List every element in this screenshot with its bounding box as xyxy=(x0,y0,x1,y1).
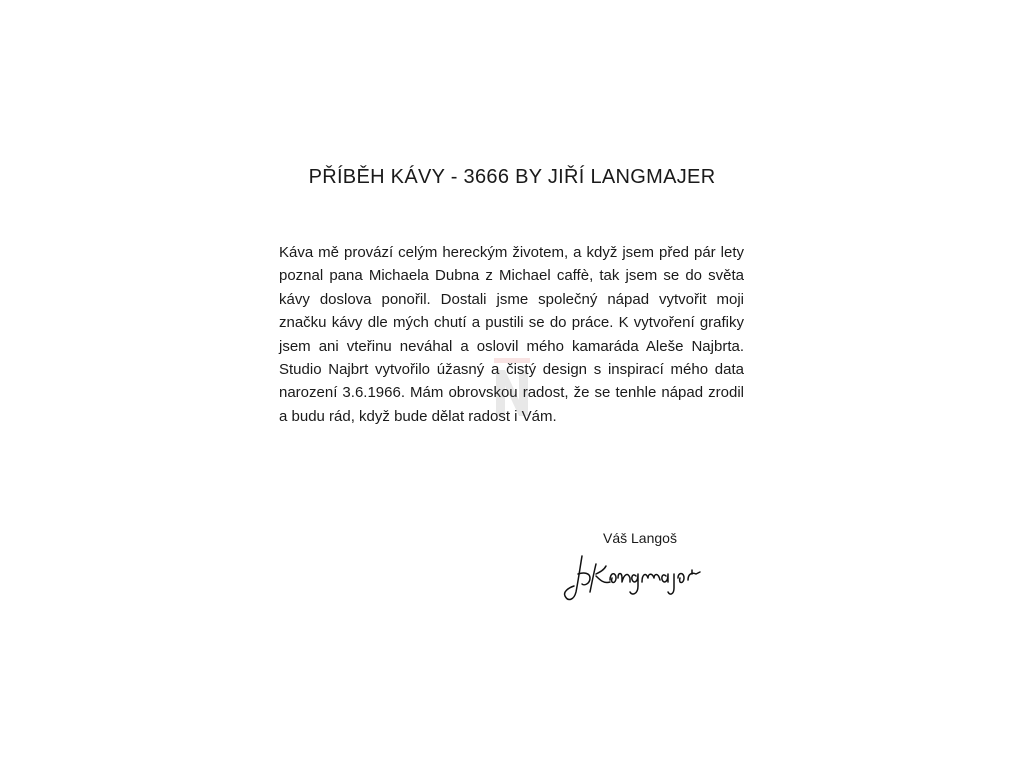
closing-line: Váš Langoš xyxy=(603,530,677,546)
document-title: PŘÍBĚH KÁVY - 3666 BY JIŘÍ LANGMAJER xyxy=(308,166,716,188)
body-paragraph: Káva mě provází celým hereckým životem, a když jsem před pár lety poznal pana Michaela Dubna z Michael caffè, tak jsem se do světa kávy doslova ponořil. Dostali jsme společný nápad vytvořit moji značku kávy dle mých chutí a pustili se do práce. K vytvoření grafiky jsem ani vteřinu neváhal a oslovil mého kamaráda Aleše Najbrta. Studio Najbrt vytvořilo úžasný a čistý design s inspirací mého data narození 3.6.1966. Mám obrovskou radost, že se tenhle nápad zrodil a budu rád, když bude dělat radost i Vám. xyxy=(279,244,744,425)
handwritten-signature xyxy=(560,550,716,606)
